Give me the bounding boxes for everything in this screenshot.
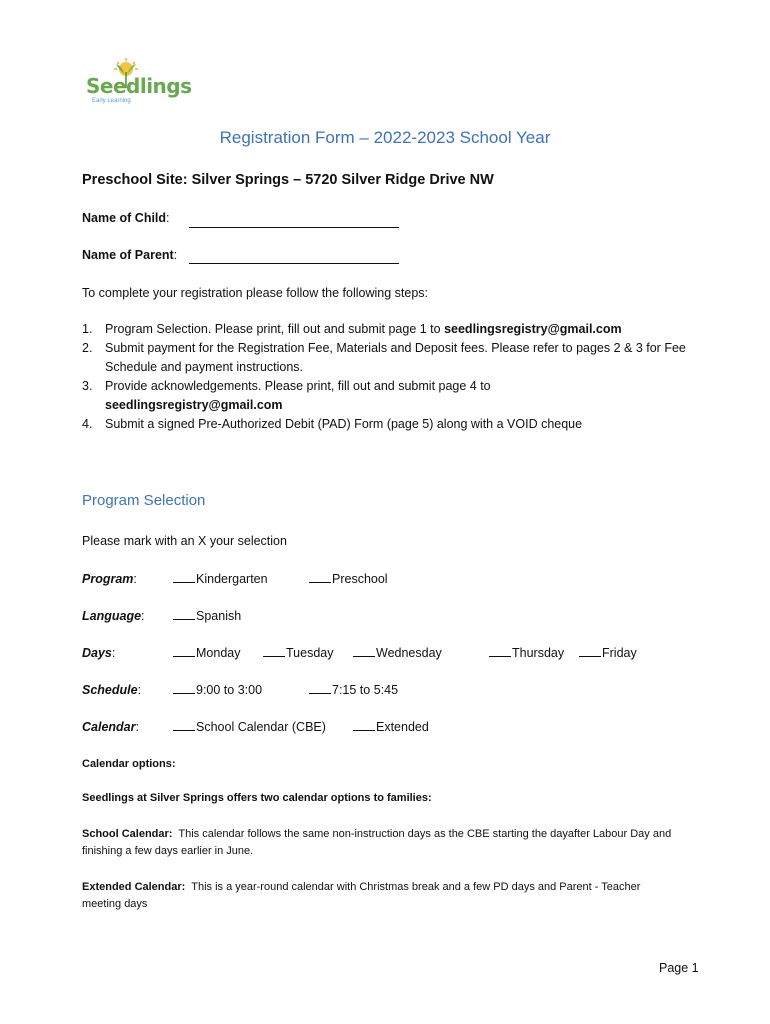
option-schedule-715-545[interactable]: 7:15 to 5:45 bbox=[309, 683, 398, 697]
email-link[interactable]: seedlingsregistry@gmail.com bbox=[444, 322, 622, 336]
schedule-label: Schedule: bbox=[82, 683, 142, 697]
child-name-field[interactable] bbox=[189, 227, 399, 228]
preschool-site: Preschool Site: Silver Springs – 5720 Silver Ridge Drive NW bbox=[82, 172, 494, 188]
seedlings-logo bbox=[86, 58, 192, 114]
page-number: Page 1 bbox=[659, 961, 699, 975]
option-schedule-9-3[interactable]: 9:00 to 3:00 bbox=[173, 683, 262, 697]
option-kindergarten[interactable]: Kindergarten bbox=[173, 572, 268, 586]
parent-name-label: Name of Parent: bbox=[82, 248, 178, 262]
step-item: 3. Provide acknowledgements. Please print, fill out and submit page 4 to seedlingsregistry@gmail.com bbox=[82, 379, 491, 412]
days-label: Days: bbox=[82, 646, 116, 660]
calendar-options-heading: Calendar options: bbox=[82, 758, 176, 770]
step-item: 4. Submit a signed Pre-Authorized Debit (PAD) Form (page 5) along with a VOID cheque bbox=[82, 417, 583, 431]
calendar-label: Calendar: bbox=[82, 720, 139, 734]
logo-tagline: Early Learning bbox=[92, 98, 131, 104]
option-tuesday[interactable]: Tuesday bbox=[263, 646, 333, 660]
option-preschool[interactable]: Preschool bbox=[309, 572, 388, 586]
page-title: Registration Form – 2022-2023 School Year bbox=[219, 128, 551, 147]
program-selection-heading: Program Selection bbox=[82, 492, 206, 509]
steps-list bbox=[82, 320, 730, 434]
selection-instruction: Please mark with an X your selection bbox=[82, 534, 287, 548]
logo-wordmark: Seedlings bbox=[86, 74, 192, 98]
child-name-label: Name of Child: bbox=[82, 211, 170, 225]
option-school-calendar[interactable]: School Calendar (CBE) bbox=[173, 720, 326, 734]
intro-text: To complete your registration please follow the following steps: bbox=[82, 286, 429, 300]
step-item: 1. Program Selection. Please print, fill out and submit page 1 to seedlingsregistry@gmail.com bbox=[82, 322, 622, 336]
option-friday[interactable]: Friday bbox=[579, 646, 637, 660]
parent-name-field[interactable] bbox=[189, 263, 399, 264]
option-monday[interactable]: Monday bbox=[173, 646, 240, 660]
language-label: Language: bbox=[82, 609, 145, 623]
option-wednesday[interactable]: Wednesday bbox=[353, 646, 442, 660]
step-item: 2. Submit payment for the Registration Fee, Materials and Deposit fees. Please refer to pages 2 & 3 for Fee Schedule and payment instructions. bbox=[82, 341, 686, 374]
option-spanish[interactable]: Spanish bbox=[173, 609, 241, 623]
extended-calendar-note: Extended Calendar: This is a year-round calendar with Christmas break and a few PD days and Parent - Teacher meeting days bbox=[82, 881, 641, 910]
calendar-options-subheading: Seedlings at Silver Springs offers two calendar options to families: bbox=[82, 792, 432, 804]
school-calendar-note: School Calendar: This calendar follows the same non-instruction days as the CBE starting the dayafter Labour Day and finishing a few days earlier in June. bbox=[82, 828, 672, 857]
option-extended-calendar[interactable]: Extended bbox=[353, 720, 429, 734]
option-thursday[interactable]: Thursday bbox=[489, 646, 564, 660]
program-label: Program: bbox=[82, 572, 137, 586]
email-link[interactable]: seedlingsregistry@gmail.com bbox=[105, 398, 283, 412]
